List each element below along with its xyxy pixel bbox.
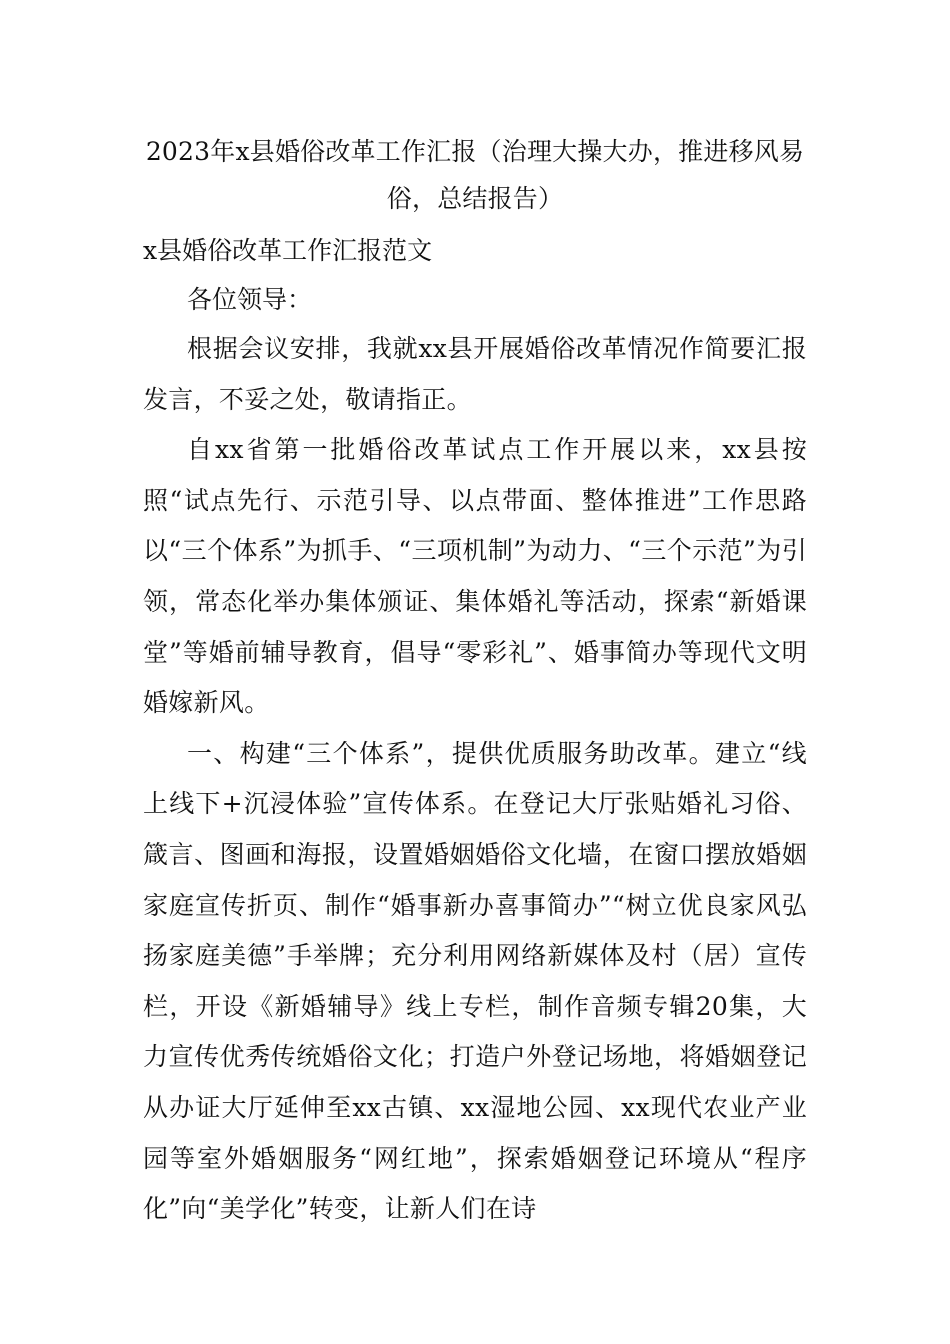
document-subtitle: x县婚俗改革工作汇报范文 xyxy=(143,236,433,265)
paragraph-section-one: 一、构建“三个体系”，提供优质服务助改革。建立“线上线下+沉浸体验”宣传体系。在登记大厅张贴婚礼习俗、箴言、图画和海报，设置婚姻婚俗文化墙，在窗口摆放婚姻家庭宣传折页、制作“婚事新办喜事简办”“树立优良家风弘扬家庭美德”手举牌；充分利用网络新媒体及村（居）宣传栏，开设《新婚辅导》线上专栏，制作音频专辑20集，大力宣传优秀传统婚俗文化；打造户外登记场地，将婚姻登记从办证大厅延伸至xx古镇、xx湿地公园、xx现代农业产业园等室外婚姻服务“网红地”，探索婚姻登记环境从“程序化”向“美学化”转变，让新人们在诗 xyxy=(143,738,807,1224)
greeting: 各位领导： xyxy=(187,285,313,314)
paragraph-intro: 根据会议安排，我就xx县开展婚俗改革情况作简要汇报发言，不妥之处，敬请指正。 xyxy=(143,334,807,414)
document-title: 2023年x县婚俗改革工作汇报（治理大操大办，推进移风易俗，总结报告） xyxy=(145,137,805,213)
paragraph-background: 自xx省第一批婚俗改革试点工作开展以来，xx县按照“试点先行、示范引导、以点带面、整体推进”工作思路以“三个体系”为抓手、“三项机制”为动力、“三个示范”为引领，常态化举办集体颁证、集体婚礼等活动，探索“新婚课堂”等婚前辅导教育，倡导“零彩礼”、婚事简办等现代文明婚嫁新风。 xyxy=(143,435,807,718)
document-body xyxy=(143,128,807,1235)
